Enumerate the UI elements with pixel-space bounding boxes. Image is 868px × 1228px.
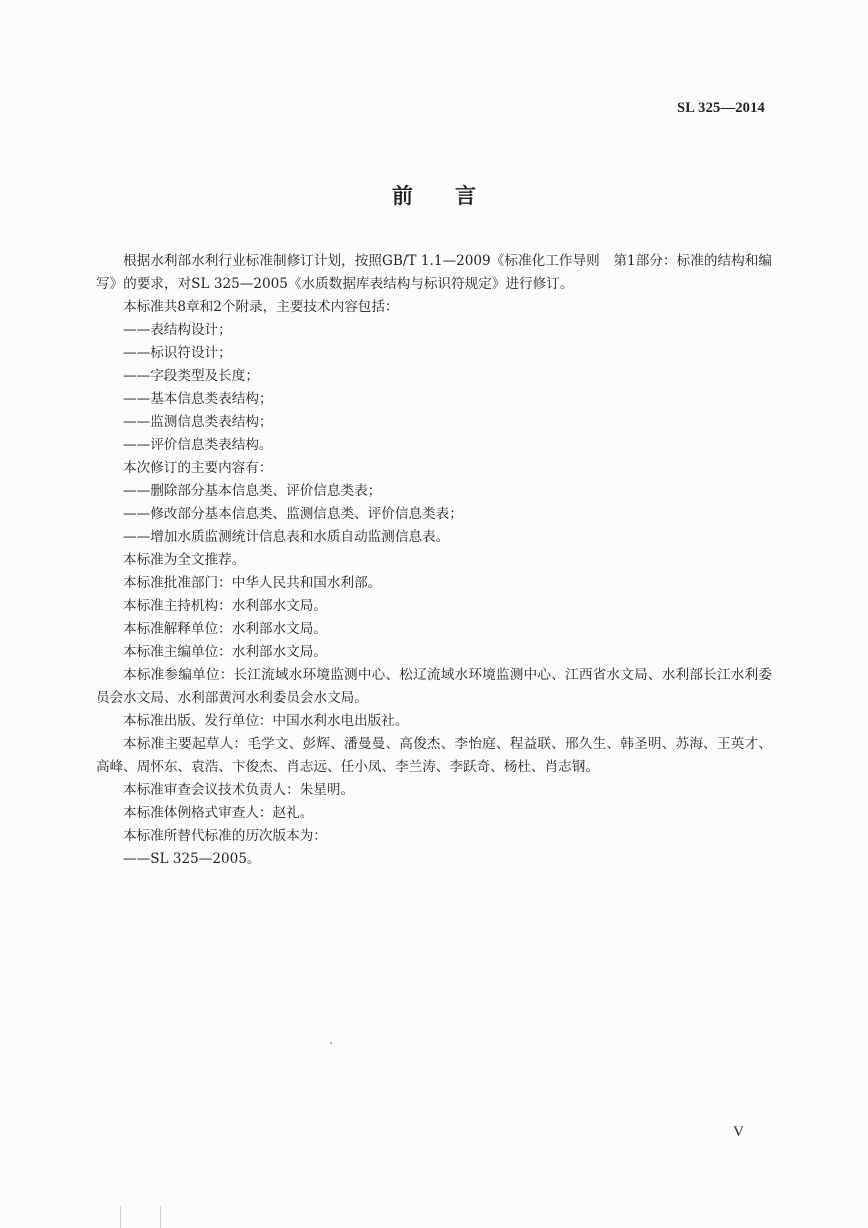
list-item: ——增加水质监测统计信息表和水质自动监测信息表。 — [123, 529, 450, 545]
paragraph: 本标准出版、发行单位：中国水利水电出版社。 — [123, 713, 409, 729]
standard-code: SL 325—2014 — [676, 100, 765, 116]
list-item: ——表结构设计； — [123, 322, 232, 338]
paragraph: 本标准所替代标准的历次版本为： — [123, 828, 327, 844]
paragraph: 本标准为全文推荐。 — [123, 552, 246, 568]
list-item: ——修改部分基本信息类、监测信息类、评价信息类表； — [123, 506, 463, 522]
list-item: ——评价信息类表结构。 — [123, 437, 273, 453]
list-item: ——删除部分基本信息类、评价信息类表； — [123, 483, 382, 499]
list-item: ——监测信息类表结构； — [123, 414, 273, 430]
list-item: ——字段类型及长度； — [123, 368, 259, 384]
paragraph: 本标准体例格式审查人：赵礼。 — [123, 805, 314, 821]
scan-edge-mark — [120, 1206, 121, 1228]
page-number: V — [733, 1124, 744, 1140]
paragraph: 本标准审查会议技术负责人：朱星明。 — [123, 782, 355, 798]
list-item: ——SL 325—2005。 — [123, 851, 261, 867]
paragraph: 本标准主要起草人：毛学文、彭辉、潘曼曼、高俊杰、李怡庭、程益联、邢久生、韩圣明、苏海、王英才、高峰、周怀东、袁浩、卞俊杰、肖志远、任小凤、李兰涛、李跃奇、杨杜、肖志钢。 — [96, 736, 772, 775]
scan-speck — [330, 1042, 332, 1044]
paragraph: 本标准共8章和2个附录，主要技术内容包括： — [123, 299, 399, 315]
paragraph: 本标准主编单位：水利部水文局。 — [123, 644, 327, 660]
paragraph: 本标准批准部门：中华人民共和国水利部。 — [123, 575, 382, 591]
paragraph: 本标准解释单位：水利部水文局。 — [123, 621, 327, 637]
list-item: ——基本信息类表结构； — [123, 391, 273, 407]
page-title: 前 言 — [392, 184, 476, 208]
list-item: ——标识符设计； — [123, 345, 232, 361]
preface-body — [96, 250, 772, 871]
paragraph: 本次修订的主要内容有： — [123, 460, 273, 476]
paragraph: 本标准参编单位：长江流域水环境监测中心、松辽流域水环境监测中心、江西省水文局、水利部长江水利委员会水文局、水利部黄河水利委员会水文局。 — [96, 667, 772, 706]
paragraph: 根据水利部水利行业标准制修订计划，按照GB/T 1.1—2009《标准化工作导则 第1部分：标准的结构和编写》的要求，对SL 325—2005《水质数据库表结构与标识符规定》进行修订。 — [96, 253, 772, 292]
scan-edge-mark — [160, 1206, 161, 1228]
paragraph: 本标准主持机构：水利部水文局。 — [123, 598, 327, 614]
